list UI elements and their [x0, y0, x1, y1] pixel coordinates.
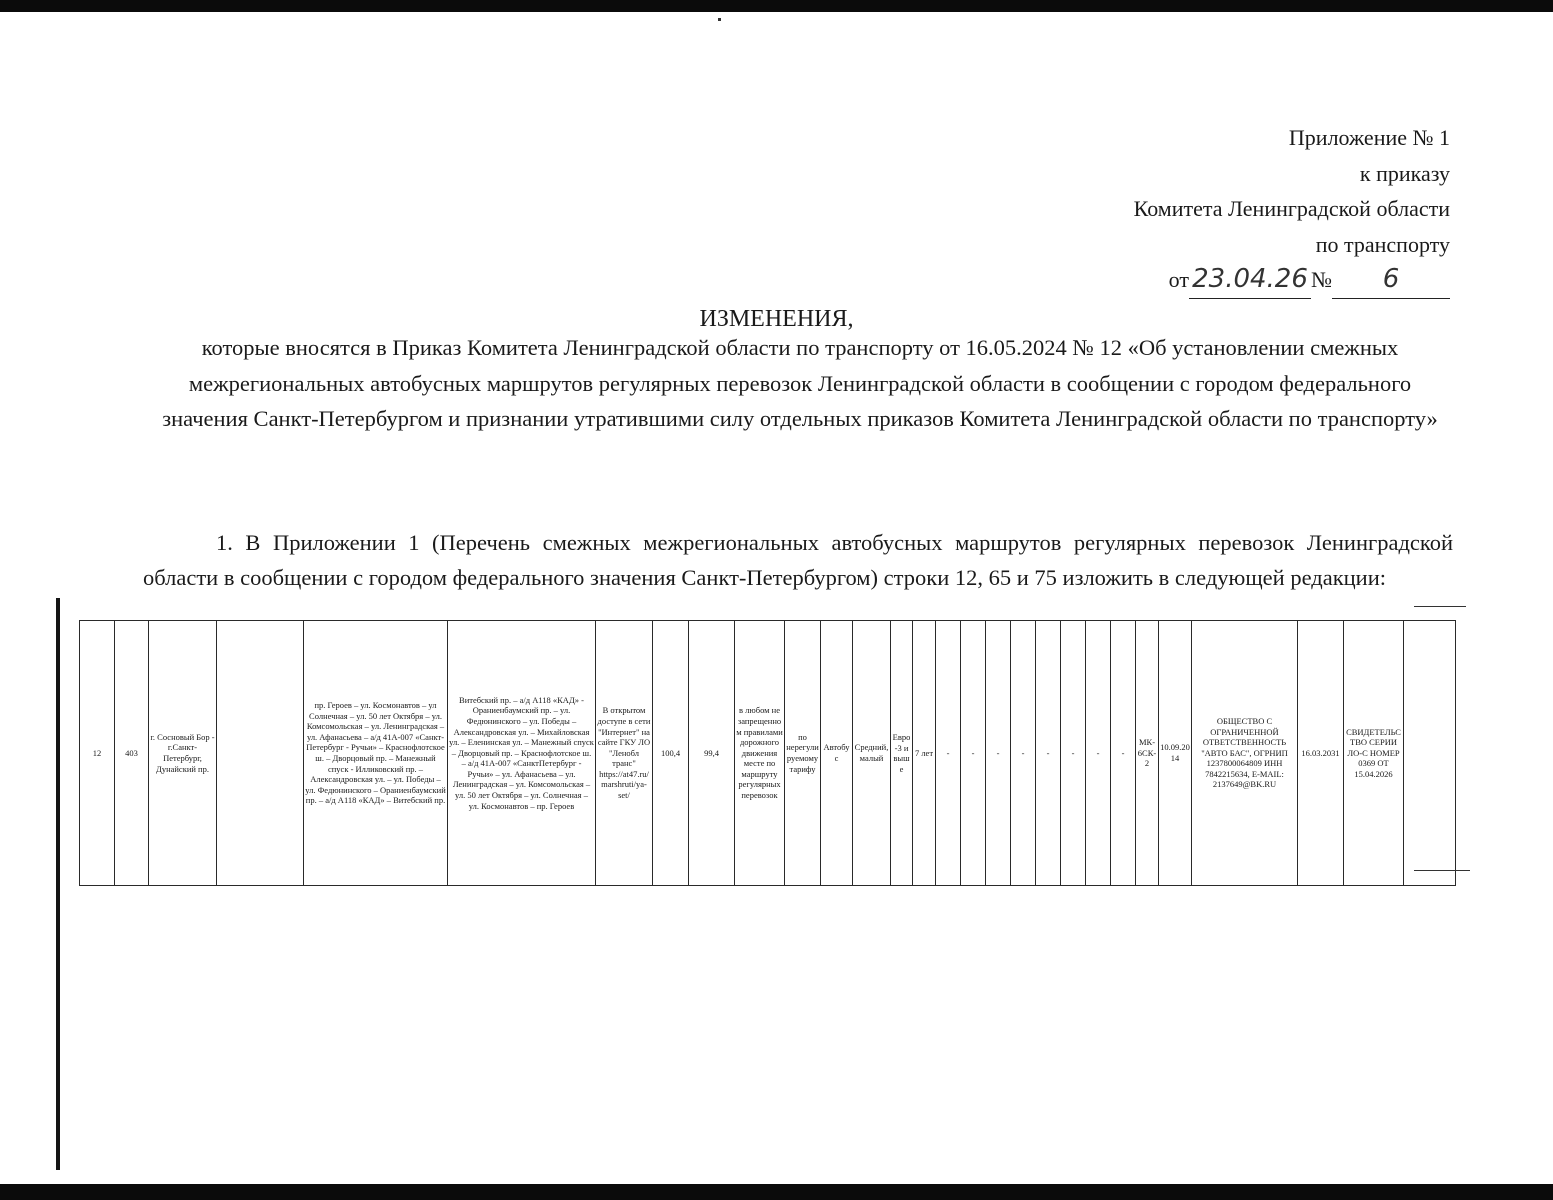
- cell-dash: -: [1011, 621, 1036, 886]
- cell-schedule: В открытом доступе в сети "Интернет" на сайте ГКУ ЛО "Ленобл транс" https://at47.ru/marshruti/ya-set/: [596, 621, 653, 886]
- cell-certificate: СВИДЕТЕЛЬСТВО СЕРИИ ЛО-С НОМЕР 0369 ОТ 15.04.2026: [1344, 621, 1404, 886]
- cell-dash: -: [961, 621, 986, 886]
- table-line-fragment: [1414, 870, 1470, 871]
- cell-dash: -: [1036, 621, 1061, 886]
- table-line-fragment: [1414, 606, 1466, 607]
- table-row: [80, 621, 1456, 886]
- cell-route-number: 403: [115, 621, 149, 886]
- approval-date-line: [1134, 262, 1450, 299]
- cell-dash: -: [1061, 621, 1086, 886]
- cell-end-date: 16.03.2031: [1298, 621, 1344, 886]
- cell-max-age: 7 лет: [913, 621, 936, 886]
- cell-dash: -: [1086, 621, 1111, 886]
- scan-border-top: [0, 0, 1553, 12]
- cell-eco-class: Евро-3 и выше: [891, 621, 913, 886]
- cell-dash: -: [936, 621, 961, 886]
- cell-carrier: ОБЩЕСТВО С ОГРАНИЧЕННОЙ ОТВЕТСТВЕННОСТЬ "АВТО БАС", ОГРНИП 1237800064809 ИНН 7842215634, E-MAIL: 2137649@BK.RU: [1192, 621, 1298, 886]
- cell-length-forward: 100,4: [653, 621, 689, 886]
- document-subtitle: которые вносятся в Приказ Комитета Ленинградской области по транспорту от 16.05.2024 № 12 «Об установлении смежных межрегиональных автобусных маршрутов регулярных перевозок Ленинградской области в сообщении с городом федерального значения Санкт-Петербургом и признании утратившими силу отдельных приказов Комитета Ленинградской области по транспорту»: [162, 335, 1438, 431]
- routes-table: [79, 620, 1456, 886]
- cell-tariff: по нерегулируемому тарифу: [785, 621, 821, 886]
- cell-length-back: 99,4: [689, 621, 735, 886]
- date-prefix: от: [1168, 267, 1189, 292]
- document-title: ИЗМЕНЕНИЯ,: [699, 306, 854, 332]
- approval-block: [1134, 120, 1450, 299]
- scan-border-left: [56, 598, 60, 1170]
- cell-streets-forward: пр. Героев – ул. Космонавтов – ул Солнечная – ул. 50 лет Октября – ул. Комсомольская – ул. Ленинградская – ул. Афанасьева – а/д 41А-007 «Санкт-Петербург - Ручьи» – Краснофлотское ш. – Дворцовый пр. – Манежный спуск - Илликовский пр. – Александровская ул. – ул. Победы – ул. Федюнинского – Ораниенбаумский пр. – а/д А118 «КАД» – Витебский пр.: [304, 621, 448, 886]
- paragraph-1: 1. В Приложении 1 (Перечень смежных межрегиональных автобусных маршрутов регулярных перевозок Ленинградской области в сообщении с городом федерального значения Санкт-Петербургом) строки 12, 65 и 75 изложить в следующей редакции:: [143, 530, 1453, 590]
- cell-stops: [217, 621, 304, 886]
- cell-dash: -: [986, 621, 1011, 886]
- approval-line-3: Комитета Ленинградской области: [1133, 196, 1450, 221]
- cell-stop-order: в любом не запрещенном правилами дорожного движения месте по маршруту регулярных перевозок: [735, 621, 785, 886]
- cell-vehicle-type: Автобус: [821, 621, 853, 886]
- cell-row-number: 12: [80, 621, 115, 886]
- handwritten-date: 23.04.26: [1189, 262, 1311, 299]
- cell-route-name: г. Сосновый Бор - г.Санкт-Петербург, Дунайский пр.: [149, 621, 217, 886]
- scan-border-bottom: [0, 1184, 1553, 1200]
- cell-dash: -: [1111, 621, 1136, 886]
- approval-line-2: к приказу: [1359, 160, 1450, 186]
- cell-last: [1404, 621, 1456, 886]
- cell-vehicle-class: Средний, малый: [853, 621, 891, 886]
- approval-line-1: Приложение № 1: [1288, 125, 1450, 150]
- scan-speck: [718, 18, 721, 21]
- approval-line-4: по транспорту: [1315, 231, 1450, 257]
- number-prefix: №: [1311, 267, 1332, 292]
- handwritten-number: 6: [1332, 262, 1450, 299]
- cell-start-date: 10.09.2014: [1159, 621, 1192, 886]
- cell-streets-back: Витебский пр. – а/д А118 «КАД» - Ораниенбаумский пр. – ул. Федюнинского – ул. Победы – Александровская ул. – Михайловская ул. – Еленинская ул. – Манежный спуск – Дворцовый пр. – Краснофлотское ш. – а/д 41А-007 «СанктПетербург - Ручьи» – ул. Афанасьева – ул. Ленинградская – ул. Комсомольская – ул. 50 лет Октября – ул. Солнечная – ул. Космонавтов – пр. Героев: [448, 621, 596, 886]
- cell-registry-code: МК-6СК-2: [1136, 621, 1159, 886]
